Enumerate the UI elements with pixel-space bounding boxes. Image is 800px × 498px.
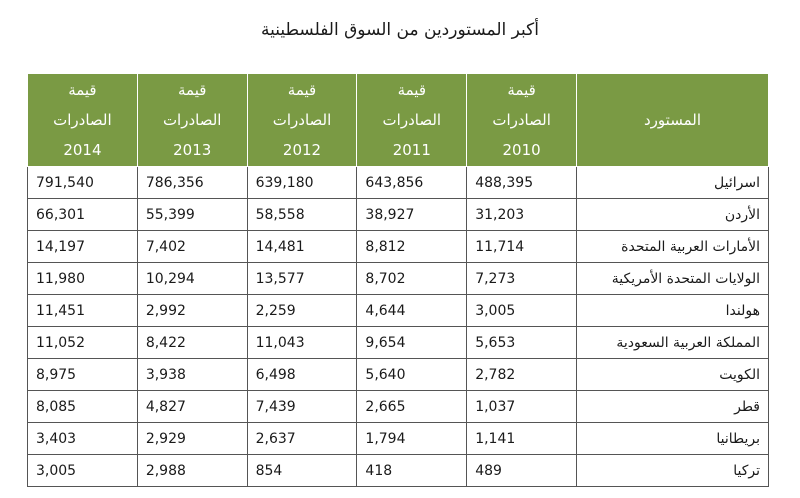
header-importer: المستورد bbox=[577, 74, 769, 167]
value-cell: 489 bbox=[467, 455, 577, 487]
value-cell: 643,856 bbox=[357, 167, 467, 199]
value-cell: 1,037 bbox=[467, 391, 577, 423]
country-cell: الولايات المتحدة الأمريكية bbox=[577, 263, 769, 295]
value-cell: 3,403 bbox=[28, 423, 138, 455]
value-cell: 639,180 bbox=[247, 167, 357, 199]
value-cell: 11,714 bbox=[467, 231, 577, 263]
country-cell: قطر bbox=[577, 391, 769, 423]
table-row bbox=[28, 423, 769, 455]
value-cell: 418 bbox=[357, 455, 467, 487]
value-cell: 11,043 bbox=[247, 327, 357, 359]
value-cell: 2,782 bbox=[467, 359, 577, 391]
value-cell: 8,702 bbox=[357, 263, 467, 295]
table-row bbox=[28, 263, 769, 295]
table-row bbox=[28, 359, 769, 391]
value-cell: 791,540 bbox=[28, 167, 138, 199]
header-year: 2013 bbox=[173, 141, 212, 159]
header-label-line2: الصادرات bbox=[272, 111, 332, 129]
header-year-2013 bbox=[137, 74, 247, 167]
value-cell: 786,356 bbox=[137, 167, 247, 199]
header-label-line2: الصادرات bbox=[53, 111, 112, 129]
value-cell: 6,498 bbox=[247, 359, 357, 391]
value-cell: 2,992 bbox=[137, 295, 247, 327]
header-year-2011 bbox=[357, 74, 467, 167]
country-cell: بريطانيا bbox=[577, 423, 769, 455]
header-year: 2012 bbox=[282, 141, 322, 159]
value-cell: 66,301 bbox=[28, 199, 138, 231]
value-cell: 488,395 bbox=[467, 167, 577, 199]
header-year-2010 bbox=[467, 74, 577, 167]
exports-table bbox=[27, 73, 769, 487]
value-cell: 1,794 bbox=[357, 423, 467, 455]
value-cell: 8,085 bbox=[28, 391, 138, 423]
header-year-2012 bbox=[247, 74, 357, 167]
value-cell: 3,005 bbox=[467, 295, 577, 327]
table-row bbox=[28, 455, 769, 487]
value-cell: 38,927 bbox=[357, 199, 467, 231]
value-cell: 3,938 bbox=[137, 359, 247, 391]
value-cell: 8,812 bbox=[357, 231, 467, 263]
header-year: 2011 bbox=[392, 141, 431, 159]
country-cell: تركيا bbox=[577, 455, 769, 487]
table-row bbox=[28, 295, 769, 327]
header-label-line2: الصادرات bbox=[162, 111, 222, 129]
value-cell: 4,644 bbox=[357, 295, 467, 327]
value-cell: 11,980 bbox=[28, 263, 138, 295]
value-cell: 58,558 bbox=[247, 199, 357, 231]
value-cell: 8,422 bbox=[137, 327, 247, 359]
value-cell: 10,294 bbox=[137, 263, 247, 295]
value-cell: 2,988 bbox=[137, 455, 247, 487]
value-cell: 7,402 bbox=[137, 231, 247, 263]
header-label-line1: قيمة bbox=[397, 81, 427, 99]
country-cell: الأمارات العربية المتحدة bbox=[577, 231, 769, 263]
value-cell: 854 bbox=[247, 455, 357, 487]
table-row bbox=[28, 231, 769, 263]
country-cell: هولندا bbox=[577, 295, 769, 327]
value-cell: 13,577 bbox=[247, 263, 357, 295]
value-cell: 2,637 bbox=[247, 423, 357, 455]
value-cell: 11,052 bbox=[28, 327, 138, 359]
value-cell: 2,665 bbox=[357, 391, 467, 423]
value-cell: 14,481 bbox=[247, 231, 357, 263]
value-cell: 5,653 bbox=[467, 327, 577, 359]
page-title: أكبر المستوردين من السوق الفلسطينية bbox=[260, 20, 540, 40]
table-row bbox=[28, 327, 769, 359]
header-label-line2: الصادرات bbox=[382, 111, 442, 129]
value-cell: 9,654 bbox=[357, 327, 467, 359]
value-cell: 1,141 bbox=[467, 423, 577, 455]
country-cell: المملكة العربية السعودية bbox=[577, 327, 769, 359]
header-label-line1: قيمة bbox=[287, 81, 317, 99]
value-cell: 2,259 bbox=[247, 295, 357, 327]
value-cell: 2,929 bbox=[137, 423, 247, 455]
value-cell: 8,975 bbox=[28, 359, 138, 391]
country-cell: اسرائيل bbox=[577, 167, 769, 199]
value-cell: 7,439 bbox=[247, 391, 357, 423]
header-label-line1: قيمة bbox=[68, 81, 97, 99]
country-cell: الكويت bbox=[577, 359, 769, 391]
value-cell: 11,451 bbox=[28, 295, 138, 327]
table-row bbox=[28, 391, 769, 423]
value-cell: 14,197 bbox=[28, 231, 138, 263]
value-cell: 31,203 bbox=[467, 199, 577, 231]
table-row bbox=[28, 167, 769, 199]
table-row bbox=[28, 199, 769, 231]
header-row bbox=[28, 74, 769, 167]
header-year: 2014 bbox=[63, 141, 102, 159]
header-label-line1: قيمة bbox=[178, 81, 207, 99]
header-label-line1: قيمة bbox=[507, 81, 536, 99]
value-cell: 4,827 bbox=[137, 391, 247, 423]
value-cell: 3,005 bbox=[28, 455, 138, 487]
value-cell: 5,640 bbox=[357, 359, 467, 391]
header-year-2014 bbox=[28, 74, 138, 167]
value-cell: 7,273 bbox=[467, 263, 577, 295]
header-year: 2010 bbox=[502, 141, 541, 159]
value-cell: 55,399 bbox=[137, 199, 247, 231]
header-label-line2: الصادرات bbox=[492, 111, 551, 129]
country-cell: الأردن bbox=[577, 199, 769, 231]
